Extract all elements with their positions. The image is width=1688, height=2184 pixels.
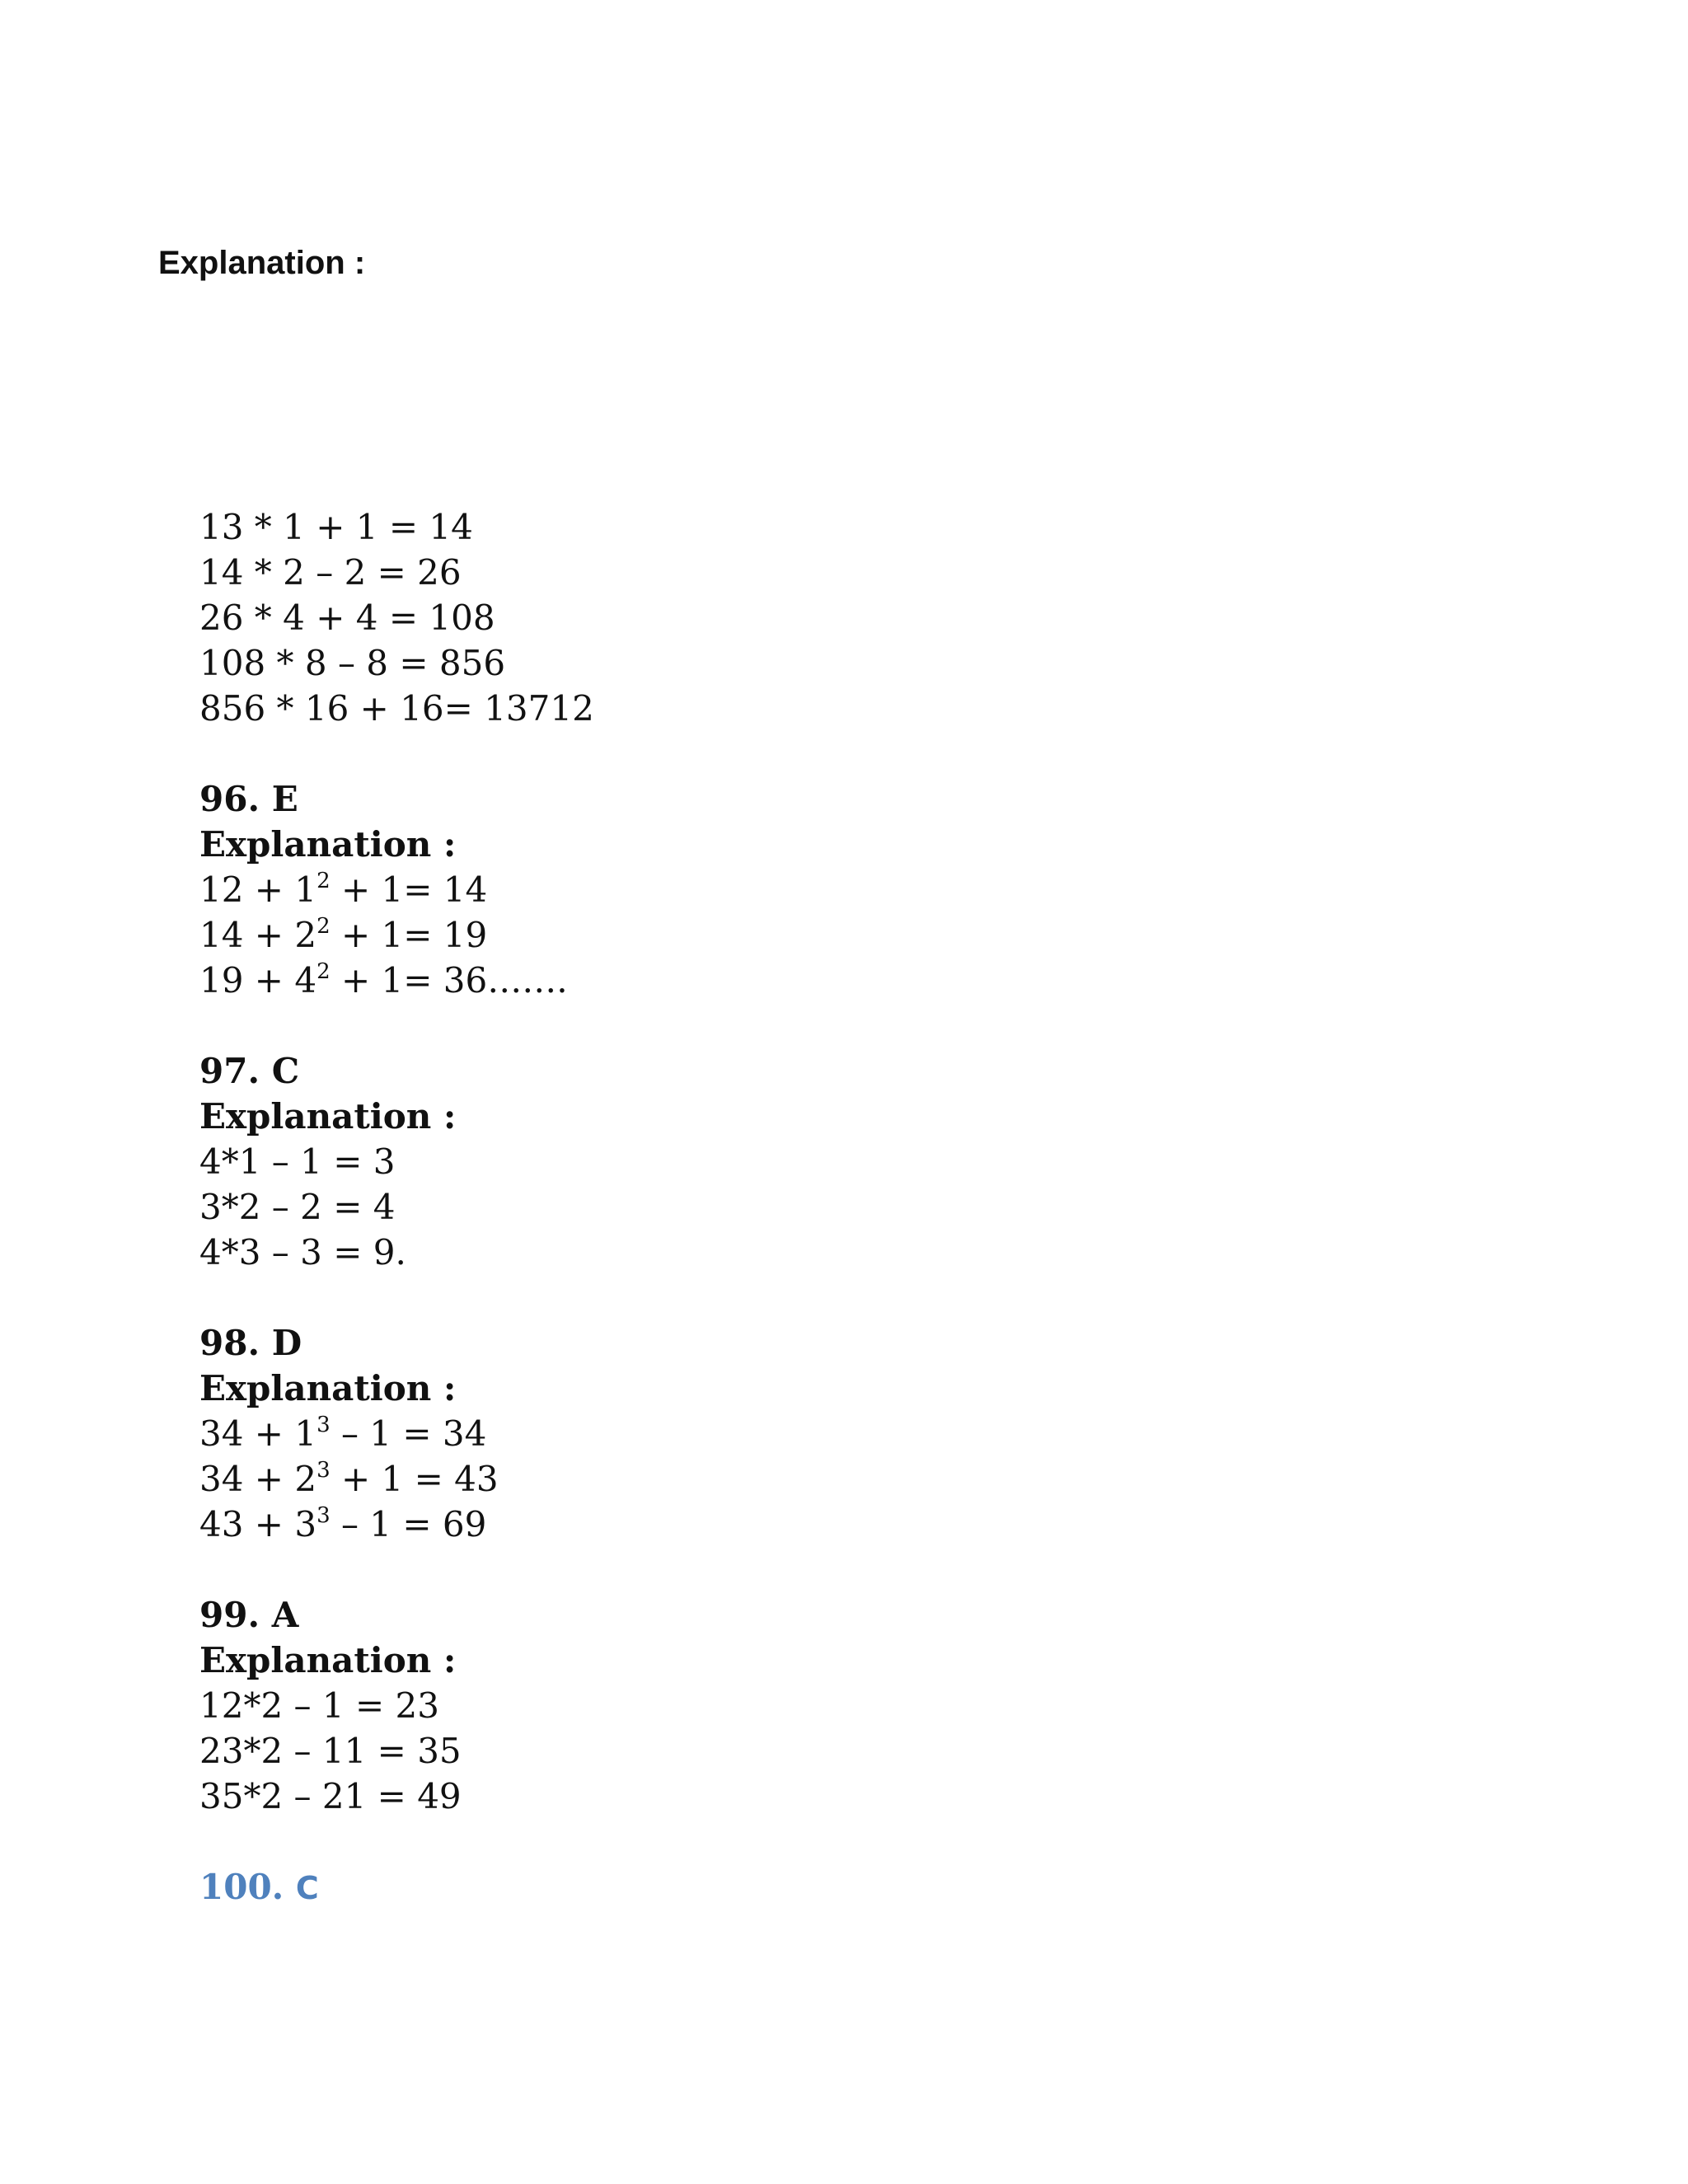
question-block-97 (199, 1048, 594, 1275)
answer-heading: 97. C (199, 1051, 300, 1091)
equation-line: 856 * 16 + 16= 13712 (199, 688, 594, 729)
equation-line: 23*2 – 11 = 35 (199, 1731, 462, 1771)
equation-line: $34 + 1^3 - 1 = 34$ (199, 1413, 487, 1454)
question-block-96 (199, 776, 594, 1003)
equation-line: 12*2 – 1 = 23 (199, 1685, 439, 1726)
equation-line: 4*1 – 1 = 3 (199, 1141, 396, 1182)
equation-line: $43 + 3^3 - 1 = 69$ (199, 1503, 487, 1544)
spacer (199, 1819, 594, 1864)
intro-block (199, 504, 594, 731)
spacer (199, 1275, 594, 1320)
equation-line: 35*2 – 21 = 49 (199, 1776, 462, 1816)
explanation-label: Explanation : (199, 1096, 457, 1137)
equation-line: 13 * 1 + 1 = 14 (199, 507, 473, 547)
equation-line: 3*2 – 2 = 4 (199, 1187, 396, 1227)
equation-line: 108 * 8 – 8 = 856 (199, 643, 506, 683)
answer-heading: 98. D (199, 1323, 302, 1363)
final-answer-heading (199, 1864, 594, 1910)
question-block-99 (199, 1592, 594, 1819)
equation-line: 26 * 4 + 4 = 108 (199, 598, 495, 638)
final-answer-letter: C (295, 1870, 319, 1906)
answer-heading: 99. A (199, 1595, 299, 1635)
answer-heading: 96. E (199, 779, 298, 819)
explanation-label: Explanation : (199, 824, 457, 865)
equation-line: 14 * 2 – 2 = 26 (199, 552, 462, 593)
equation-line: $12 + 1^2 + 1= 14$ (199, 869, 488, 910)
equation-line: $14 + 2^2 + 1= 19$ (199, 914, 488, 955)
explanation-label: Explanation : (199, 1368, 457, 1408)
equation-line: $19 + 4^2 + 1=$ 36……. (199, 959, 568, 1001)
question-block-98 (199, 1320, 594, 1547)
page-heading: Explanation : (158, 245, 366, 281)
spacer (199, 731, 594, 776)
content-body (199, 504, 594, 1910)
spacer (199, 1547, 594, 1592)
equation-line: $34 + 2^3 + 1 = 43$ (199, 1458, 499, 1499)
spacer (199, 1003, 594, 1048)
final-answer-number: 100. (199, 1867, 284, 1907)
equation-line: 4*3 – 3 = 9. (199, 1232, 406, 1272)
explanation-label: Explanation : (199, 1640, 457, 1680)
